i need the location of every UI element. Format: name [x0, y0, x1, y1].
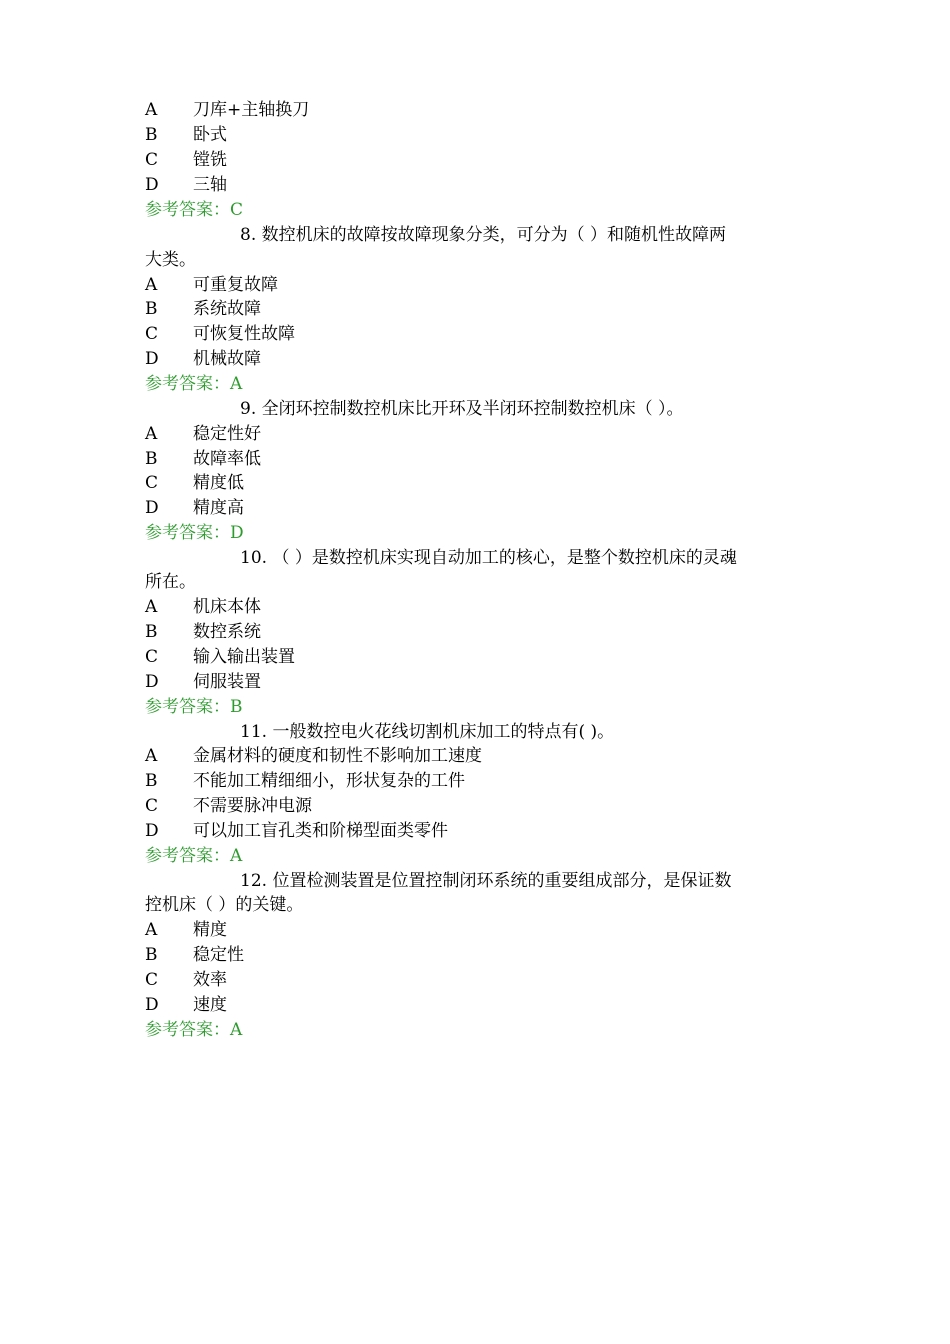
option-text: 可重复故障 [193, 275, 278, 295]
option-letter: D [145, 995, 159, 1015]
option-text: 机械故障 [193, 349, 261, 369]
option-text: 刀库+主轴换刀 [193, 100, 310, 120]
option-text: 可恢复性故障 [193, 324, 295, 344]
option-c [145, 968, 227, 993]
option-d [145, 496, 244, 521]
answer-value: C [230, 200, 244, 220]
question-8-text-cont: 大类。 [145, 250, 196, 270]
reference-answer [145, 521, 244, 546]
option-b [145, 123, 227, 148]
option-text: 可以加工盲孔类和阶梯型面类零件 [193, 821, 448, 841]
option-letter: B [145, 771, 158, 791]
option-letter: D [145, 498, 159, 518]
option-letter: C [145, 150, 159, 170]
answer-label: 参考答案： [145, 374, 230, 394]
option-a [145, 273, 278, 298]
answer-label: 参考答案： [145, 846, 230, 866]
answer-label: 参考答案： [145, 1020, 230, 1040]
option-d [145, 173, 227, 198]
option-letter: C [145, 796, 159, 816]
option-letter: A [145, 597, 158, 617]
option-letter: A [145, 424, 158, 444]
option-a [145, 744, 482, 769]
option-letter: A [145, 275, 158, 295]
option-c [145, 322, 295, 347]
option-b [145, 447, 261, 472]
question-10-text: 10. （ ）是数控机床实现自动加工的核心，是整个数控机床的灵魂 [240, 548, 737, 568]
option-text: 效率 [193, 970, 227, 990]
option-text: 镗铣 [193, 150, 227, 170]
option-a [145, 422, 261, 447]
reference-answer [145, 1018, 242, 1043]
option-letter: A [145, 100, 158, 120]
option-c [145, 471, 244, 496]
option-a [145, 98, 309, 123]
reference-answer [145, 695, 243, 720]
answer-label: 参考答案： [145, 523, 230, 543]
question-12-text: 12. 位置检测装置是位置控制闭环系统的重要组成部分，是保证数 [240, 871, 732, 891]
option-letter: A [145, 746, 158, 766]
option-text: 精度 [193, 920, 227, 940]
option-d [145, 670, 261, 695]
question-11-text: 11. 一般数控电火花线切割机床加工的特点有( )。 [240, 722, 615, 742]
question-9-text: 9. 全闭环控制数控机床比开环及半闭环控制数控机床（ ）。 [240, 399, 684, 419]
option-b [145, 769, 465, 794]
reference-answer [145, 198, 243, 223]
option-letter: B [145, 945, 158, 965]
option-b [145, 943, 244, 968]
option-letter: D [145, 349, 159, 369]
answer-value: A [230, 1020, 243, 1040]
option-text: 稳定性好 [193, 424, 261, 444]
option-text: 金属材料的硬度和韧性不影响加工速度 [193, 746, 482, 766]
option-d [145, 347, 261, 372]
option-text: 稳定性 [193, 945, 244, 965]
answer-label: 参考答案： [145, 200, 230, 220]
question-10-text-cont: 所在。 [145, 572, 196, 592]
option-d [145, 819, 448, 844]
question-8-text: 8. 数控机床的故障按故障现象分类，可分为（ ）和随机性故障两 [240, 225, 727, 245]
option-letter: B [145, 449, 158, 469]
answer-value: A [230, 846, 243, 866]
option-letter: D [145, 175, 159, 195]
option-a [145, 595, 261, 620]
option-c [145, 794, 312, 819]
option-text: 系统故障 [193, 299, 261, 319]
option-letter: D [145, 821, 159, 841]
option-b [145, 620, 261, 645]
option-c [145, 148, 227, 173]
option-b [145, 297, 261, 322]
answer-value: D [230, 523, 244, 543]
reference-answer [145, 844, 242, 869]
option-d [145, 993, 227, 1018]
answer-label: 参考答案： [145, 697, 230, 717]
option-text: 三轴 [193, 175, 227, 195]
option-letter: C [145, 970, 159, 990]
answer-value: B [230, 697, 243, 717]
option-text: 故障率低 [193, 449, 261, 469]
option-text: 速度 [193, 995, 227, 1015]
option-letter: C [145, 324, 159, 344]
option-text: 不需要脉冲电源 [193, 796, 312, 816]
option-text: 精度低 [193, 473, 244, 493]
option-letter: D [145, 672, 159, 692]
question-12-text-cont: 控机床（ ）的关键。 [145, 895, 304, 915]
option-text: 机床本体 [193, 597, 261, 617]
option-text: 精度高 [193, 498, 244, 518]
option-letter: A [145, 920, 158, 940]
option-letter: B [145, 125, 158, 145]
option-letter: C [145, 647, 159, 667]
option-letter: C [145, 473, 159, 493]
option-a [145, 918, 227, 943]
option-text: 输入输出装置 [193, 647, 295, 667]
option-c [145, 645, 295, 670]
option-text: 不能加工精细细小，形状复杂的工件 [193, 771, 465, 791]
option-letter: B [145, 299, 158, 319]
answer-value: A [230, 374, 243, 394]
option-letter: B [145, 622, 158, 642]
option-text: 数控系统 [193, 622, 261, 642]
reference-answer [145, 372, 242, 397]
option-text: 卧式 [193, 125, 227, 145]
option-text: 伺服装置 [193, 672, 261, 692]
